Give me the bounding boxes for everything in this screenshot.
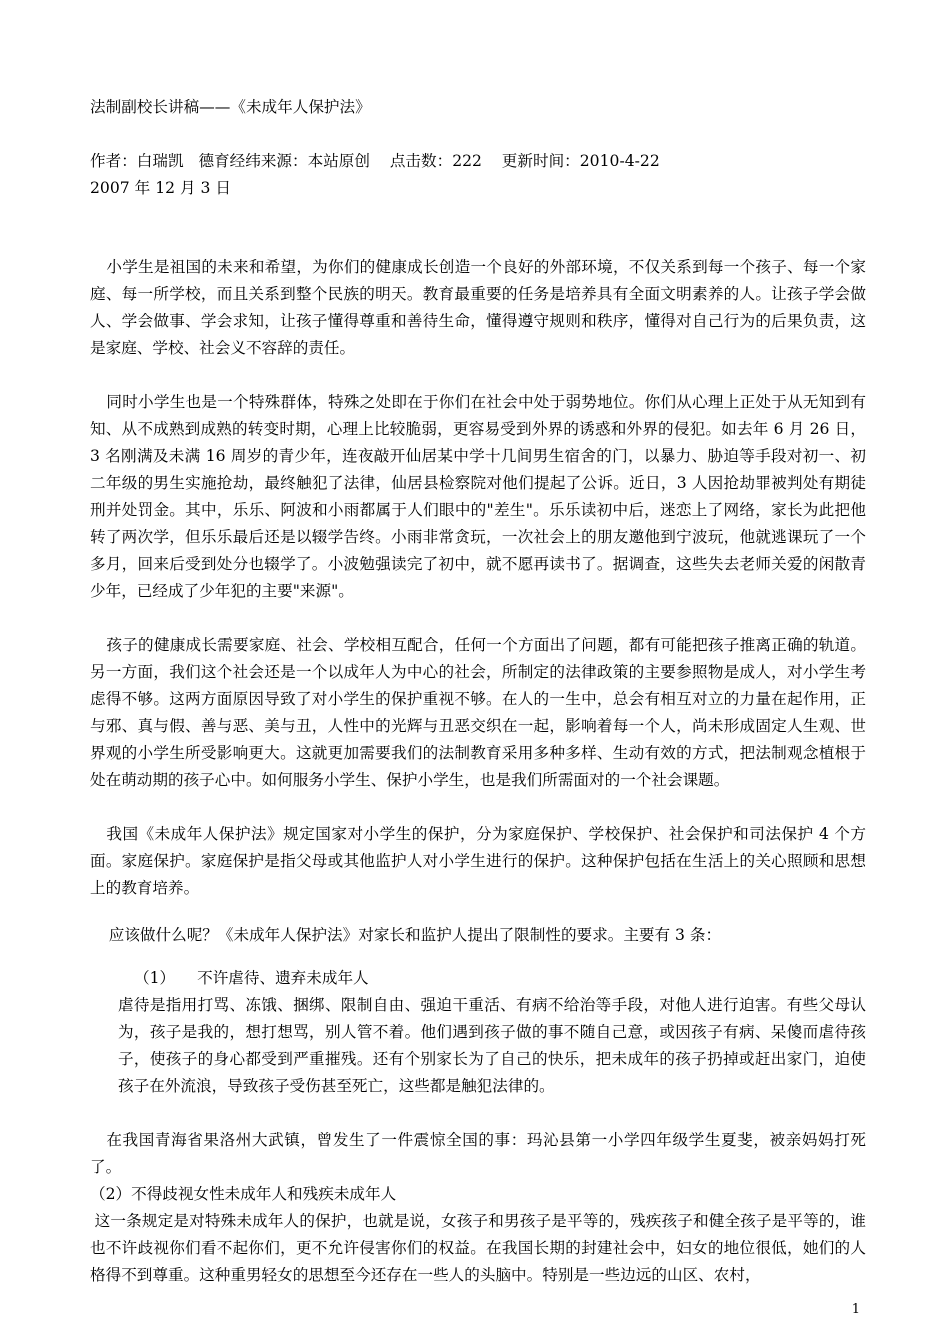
case-paragraph: 在我国青海省果洛州大武镇，曾发生了一件震惊全国的事：玛沁县第一小学四年级学生夏斐，被亲妈妈打死了。 (90, 1131, 866, 1176)
page-number: 1 (851, 1302, 860, 1317)
article-meta (90, 148, 866, 175)
list-item-2-body: 这一条规定是对特殊未成年人的保护，也就是说，女孩子和男孩子是平等的，残疾孩子和健全孩子是平等的，谁也不许歧视你们看不起你们，更不允许侵害你们的权益。在我国长期的封建社会中，妇女的地位很低，她们的人格得不到尊重。这种重男轻女的思想至今还存在一些人的头脑中。特别是一些边远的山区、农村， (90, 1212, 866, 1284)
document-title: 法制副校长讲稿——《未成年人保护法》 (90, 98, 371, 116)
paragraph-1: 小学生是祖国的未来和希望，为你们的健康成长创造一个良好的外部环境，不仅关系到每一个孩子、每一个家庭、每一所学校，而且关系到整个民族的明天。教育最重要的任务是培养具有全面文明素养的人。让孩子学会做人、学会做事、学会求知，让孩子懂得尊重和善待生命，懂得遵守规则和秩序，懂得对自己行为的后果负责，这是家庭、学校、社会义不容辞的责任。 (90, 258, 866, 357)
meta-hits: 点击数：222 (389, 152, 482, 170)
list-item-1-body: 虐待是指用打骂、冻饿、捆绑、限制自由、强迫干重活、有病不给治等手段，对他人进行迫害。有些父母认为，孩子是我的，想打想骂，别人管不着。他们遇到孩子做的事不随自己意，或因孩子有病、呆傻而虐待孩子，使孩子的身心都受到严重摧残。还有个别家长为了自己的快乐，把未成年的孩子扔掉或赶出家门，迫使孩子在外流浪，导致孩子受伤甚至死亡，这些都是触犯法律的。 (118, 996, 866, 1095)
list-item-1-number: （1） (134, 969, 176, 987)
meta-source: 德育经纬来源：本站原创 (198, 152, 370, 170)
paragraph-2: 同时小学生也是一个特殊群体，特殊之处即在于你们在社会中处于弱势地位。你们从心理上正处于从无知到有知、从不成熟到成熟的转变时期，心理上比较脆弱，更容易受到外界的诱惑和外界的侵犯。如去年 6 月 26 日，3 名刚满及未满 16 周岁的青少年，连夜敲开仙居某中学十几间男生宿舍的门，以暴力、胁迫等手段对初一、初二年级的男生实施抢劫，最终触犯了法律，仙居县检察院对他们提起了公诉。近日，3 人因抢劫罪被判处有期徒刑并处罚金。其中，乐乐、阿波和小雨都属于人们眼中的"差生"。乐乐读初中后，迷恋上了网络，家长为此把他转了两次学，但乐乐最后还是以辍学告终。小雨非常贪玩，一次社会上的朋友邀他到宁波玩，他就逃课玩了一个多月，回来后受到处分也辍学了。小波勉强读完了初中，就不愿再读书了。据调查，这些失去老师关爱的闲散青少年，已经成了少年犯的主要"来源"。 (90, 393, 866, 600)
list-item-2-heading: （2）不得歧视女性未成年人和残疾未成年人 (90, 1185, 397, 1203)
document-date: 2007 年 12 月 3 日 (90, 179, 232, 197)
list-item-1-heading-row (134, 965, 866, 992)
paragraph-5: 应该做什么呢？《未成年人保护法》对家长和监护人提出了限制性的要求。主要有 3 条： (108, 926, 722, 944)
list-item-1 (118, 965, 866, 1100)
meta-author: 作者：白瑞凯 (90, 152, 184, 170)
document-body (90, 94, 866, 1289)
meta-updated: 更新时间：2010-4-22 (501, 152, 660, 170)
list-item-1-heading: 不许虐待、遗弃未成年人 (197, 969, 369, 987)
paragraph-4: 我国《未成年人保护法》规定国家对小学生的保护，分为家庭保护、学校保护、社会保护和司法保护 4 个方面。家庭保护。家庭保护是指父母或其他监护人对小学生进行的保护。这种保护包括在生活上的关心照顾和思想上的教育培养。 (90, 825, 866, 897)
paragraph-3: 孩子的健康成长需要家庭、社会、学校相互配合，任何一个方面出了问题，都有可能把孩子推离正确的轨道。另一方面，我们这个社会还是一个以成年人为中心的社会，所制定的法律政策的主要参照物是成人，对小学生考虑得不够。这两方面原因导致了对小学生的保护重视不够。在人的一生中，总会有相互对立的力量在起作用，正与邪、真与假、善与恶、美与丑，人性中的光辉与丑恶交织在一起，影响着每一个人，尚未形成固定人生观、世界观的小学生所受影响更大。这就更加需要我们的法制教育采用多种多样、生动有效的方式，把法制观念植根于处在萌动期的孩子心中。如何服务小学生、保护小学生，也是我们所需面对的一个社会课题。 (90, 636, 866, 789)
